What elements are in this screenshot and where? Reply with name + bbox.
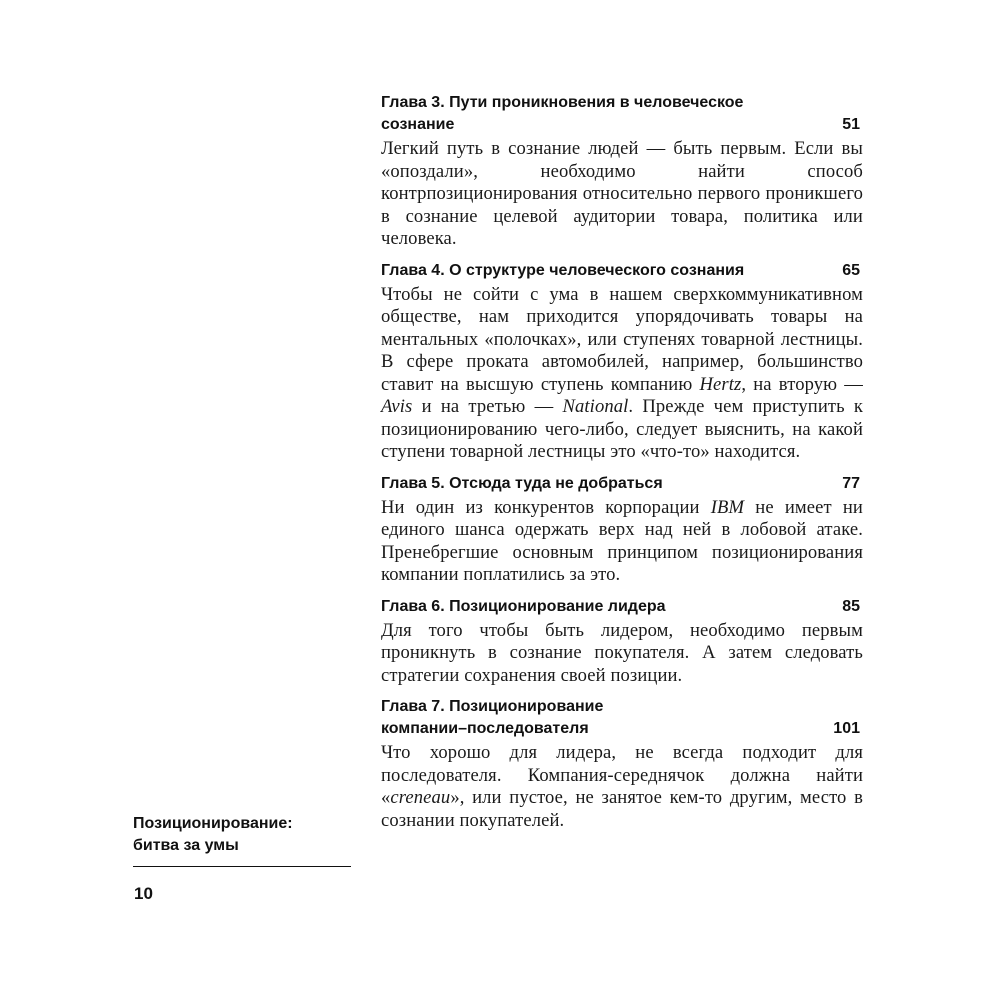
toc-entry-chapter-6 bbox=[381, 596, 863, 688]
description-text: Чтобы не сойти с ума в нашем сверхкоммуникативном обществе, нам приходится упорядочивать товары на ментальных «полочках», или ступенях товарной лестницы. В сфере проката автомобилей, например, большинство ставит на высшую ступень компанию bbox=[381, 283, 863, 395]
book-title-line: битва за умы bbox=[133, 837, 239, 854]
chapter-heading bbox=[381, 92, 863, 136]
chapter-heading-line: Глава 5. Отсюда туда не добраться bbox=[381, 474, 663, 492]
chapter-page-number: 65 bbox=[842, 261, 860, 279]
description-text: Для того чтобы быть лидером, необходимо первым проникнуть в сознание покупателя. А затем следовать стратегии сохранения своей позиции. bbox=[381, 619, 863, 686]
toc-entry-chapter-7 bbox=[381, 696, 863, 832]
chapter-heading-line: Глава 7. Позиционирование bbox=[381, 698, 604, 715]
chapter-description bbox=[381, 497, 863, 587]
toc-entry-chapter-4 bbox=[381, 260, 863, 464]
foreign-term: creneau bbox=[390, 787, 451, 808]
toc-entry-chapter-5 bbox=[381, 473, 863, 587]
chapter-heading-line: Глава 4. О структуре человеческого сознания bbox=[381, 261, 745, 279]
chapter-description bbox=[381, 284, 863, 464]
chapter-heading bbox=[381, 596, 863, 618]
chapter-heading-line: Глава 3. Пути проникновения в человеческое bbox=[381, 94, 744, 111]
table-of-contents bbox=[381, 92, 863, 841]
toc-entry-chapter-3 bbox=[381, 92, 863, 251]
chapter-description bbox=[381, 620, 863, 688]
description-text: . Прежде чем приступить к позиционированию чего-либо, следует выяснить, на какой ступени товарной лестницы это «что-то» находится. bbox=[381, 396, 864, 462]
description-text: Ни один из конкурентов корпорации bbox=[381, 496, 711, 518]
chapter-heading-line: компании–последователя bbox=[381, 720, 589, 737]
company-name: Hertz bbox=[699, 373, 742, 395]
book-title bbox=[133, 813, 351, 867]
chapter-heading bbox=[381, 260, 863, 282]
chapter-page-number: 101 bbox=[833, 720, 860, 737]
company-name: IBM bbox=[710, 496, 745, 518]
description-text: Что хорошо для лидера, не всегда подходит для последователя. Компания-середнячок должна найти « bbox=[381, 742, 863, 808]
description-text: и на третью — bbox=[412, 396, 563, 417]
chapter-description bbox=[381, 138, 863, 251]
book-title-line: Позиционирование: bbox=[133, 815, 293, 832]
chapter-page-number: 77 bbox=[842, 474, 860, 492]
chapter-heading bbox=[381, 473, 863, 495]
company-name: National bbox=[562, 396, 629, 417]
chapter-heading-line: Глава 6. Позиционирование лидера bbox=[381, 597, 666, 615]
chapter-page-number: 85 bbox=[842, 597, 860, 615]
chapter-page-number: 51 bbox=[842, 116, 860, 133]
chapter-heading bbox=[381, 696, 863, 740]
description-text: », или пустое, не занятое кем-то другим, место в сознании покупателей. bbox=[381, 787, 863, 831]
company-name: Avis bbox=[381, 396, 413, 417]
chapter-heading-line: сознание bbox=[381, 116, 455, 133]
page-number: 10 bbox=[134, 884, 153, 903]
description-text: , на вторую — bbox=[741, 373, 863, 395]
description-text: не имеет ни единого шанса одержать верх над ней в лобовой атаке. Пренебрегшие основным принципом позиционирования компании поплатились за это. bbox=[381, 496, 863, 585]
description-text: Легкий путь в сознание людей — быть первым. Если вы «опоздали», необходимо найти способ контрпозиционирования относительно первого проникшего в сознание целевой аудитории товара, политика или человека. bbox=[381, 138, 863, 249]
chapter-description bbox=[381, 742, 863, 832]
running-footer bbox=[133, 813, 351, 867]
